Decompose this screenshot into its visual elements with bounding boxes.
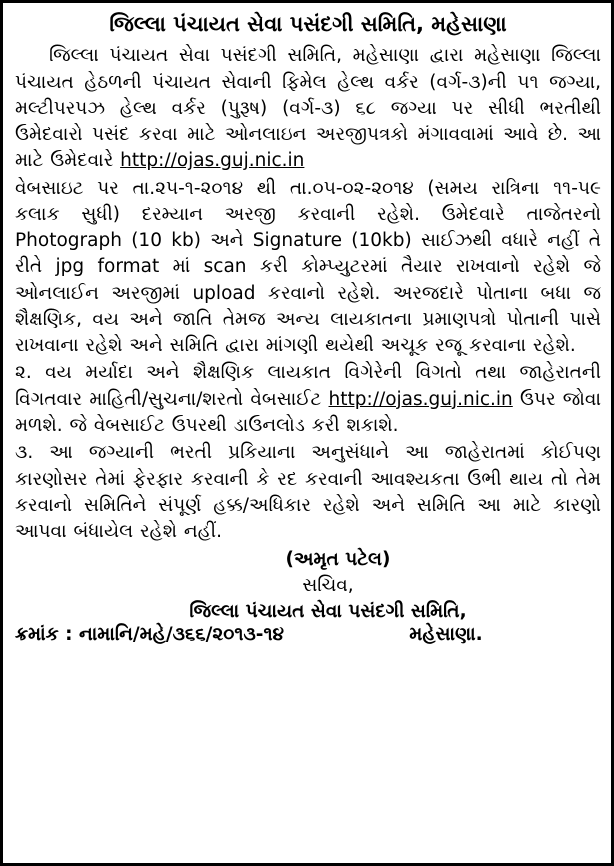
signatory-place: મહેસાણા. bbox=[409, 623, 483, 645]
paragraph-application-details: વેબસાઇટ પર તા.૨૫-૧-૨૦૧૪ થી તા.૦૫-૦૨-૨૦૧૪ (સમય રાત્રિના ૧૧-૫૯ કલાક સુધી) દરમ્યાન અરજી કરવાની રહેશે. ઉમેદવારે તાજેતરનો Photograph (10 kb) અને Signature (10kb) સાઈઝથી વધારે નહીં તે રીતે jpg format માં scan કરી કોમ્પ્યુટરમાં તૈયાર રાખવાનો રહેશે જે ઓનલાઈન અરજીમાં upload કરવાનો રહેશે. અરજદારે પોતાના બધા જ શૈક્ષણિક, વય અને જાતિ તેમજ અન્ય લાયકાતના પ્રમાણપત્રો પોતાની પાસે રાખવાના રહેશે અને સમિતિ દ્વારા માંગણી થયેથી અચૂક રજૂ કરવાના રહેશે. bbox=[15, 177, 601, 357]
page-title: જિલ્લા પંચાયત સેવા પસંદગી સમિતિ, મહેસાણા bbox=[109, 12, 507, 36]
signatory-office: જિલ્લા પંચાયત સેવા પસંદગી સમિતિ, bbox=[189, 601, 467, 623]
signatory-role: સચિવ, bbox=[302, 575, 354, 597]
reference-number: ક્રમાંક : નામાનિ/મહે/૩૬૬/૨૦૧૩-૧૪ bbox=[15, 623, 284, 645]
signatory-name: (અમૃત પટેલ) bbox=[285, 549, 391, 571]
paragraph-eligibility-text: ૨. વય મર્યાદા અને શૈક્ષણિક લાયકાત વિગેરેની વિગતો તથા જાહેરાતની વિગતવાર માહિતી/સુચના/શરતો વેબસાઈટ bbox=[15, 362, 601, 410]
ojas-website-link-2[interactable]: http://ojas.guj.nic.in bbox=[328, 388, 513, 410]
paragraph-amendment-rights: ૩. આ જગ્યાની ભરતી પ્રકિયાના અનુસંધાને આ જાહેરાતમાં કોઈપણ કારણોસર તેમાં ફેરફાર કરવાની કે રદ કરવાની આવશ્યકતા ઉભી થાય તો તેમ કરવાનો સમિતિને સંપૂર્ણ હક્ક/અધિકાર રહેશે અને સમિતિ આ માટે કારણો આપવા બંધાયેલ રહેશે નહીં. bbox=[15, 442, 601, 543]
footer bbox=[15, 623, 601, 648]
ojas-website-link-1[interactable]: http://ojas.guj.nic.in bbox=[120, 150, 305, 172]
signature-block bbox=[15, 547, 601, 625]
paragraph-intro bbox=[15, 43, 601, 174]
paragraph-eligibility bbox=[15, 360, 601, 439]
paragraph-eligibility-text-tail: ઉપર જોવા મળશે. જે વેબસાઈટ ઉપરથી ડાઉનલોડ કરી શકાશે. bbox=[15, 388, 601, 436]
paragraph-intro-text: જિલ્લા પંચાયત સેવા પસંદગી સમિતિ, મહેસાણા દ્વારા મહેસાણા જિલ્લા પંચાયત હેઠળની પંચાયત સેવાની ફિમેલ હેલ્થ વર્કર (વર્ગ-૩)ની ૫૧ જગ્યા, મલ્ટીપરપઝ હેલ્થ વર્કર (પુરૂષ) (વર્ગ-૩) ૬૮ જગ્યા પર સીધી ભરતીથી ઉમેદવારો પસંદ કરવા માટે ઓનલાઇન અરજીપત્રકો મંગાવવામાં આવે છે. આ માટે ઉમેદવારે bbox=[15, 45, 601, 172]
